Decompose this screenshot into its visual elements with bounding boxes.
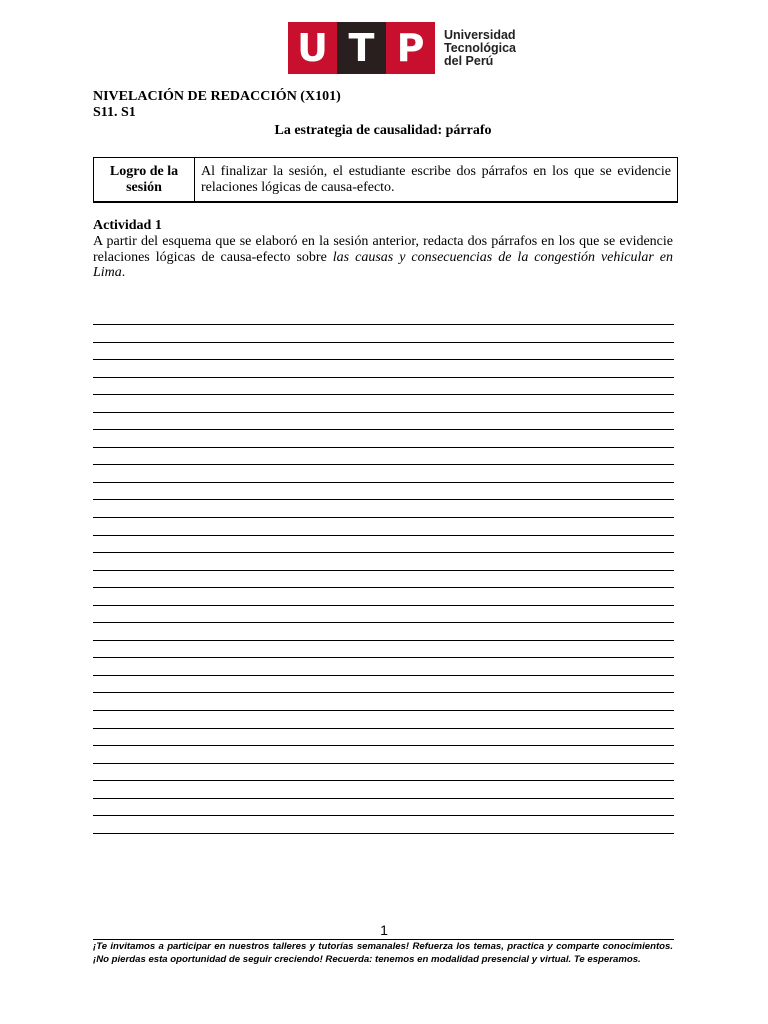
logo-letter-blocks <box>288 22 435 74</box>
writing-line <box>93 622 674 640</box>
session-code: S11. S1 <box>93 105 136 120</box>
writing-line <box>93 798 674 816</box>
footer-note: ¡Te invitamos a participar en nuestros talleres y tutorías semanales! Refuerza los temas, practica y comparte conocimientos. ¡No pierdas esta oportunidad de seguir creciendo! Recuerda: tenemos en modalidad presencial y virtual. Te esperamos. <box>93 941 673 965</box>
logro-table <box>93 157 678 203</box>
logro-label: Logro de la sesión <box>94 158 195 203</box>
writing-line <box>93 815 674 833</box>
page-number: 1 <box>380 922 388 938</box>
writing-line <box>93 359 674 377</box>
writing-line <box>93 745 674 763</box>
writing-lines <box>93 324 674 850</box>
activity-text-after: . <box>121 265 126 280</box>
writing-line <box>93 394 674 412</box>
writing-line <box>93 640 674 658</box>
writing-line <box>93 692 674 710</box>
writing-line <box>93 342 674 360</box>
course-title: NIVELACIÓN DE REDACCIÓN (X101) <box>93 89 341 104</box>
writing-line <box>93 429 674 447</box>
writing-line <box>93 605 674 623</box>
utp-logo <box>288 22 516 74</box>
writing-line <box>93 447 674 465</box>
logo-name-line-1: Universidad <box>444 27 516 42</box>
logo-letter-t: T <box>337 22 386 74</box>
writing-line <box>93 482 674 500</box>
writing-line <box>93 570 674 588</box>
writing-line <box>93 780 674 798</box>
writing-line <box>93 499 674 517</box>
writing-line <box>93 675 674 693</box>
logo-letter-p: P <box>386 22 435 74</box>
activity-text-before: A partir del esquema que se elaboró en la sesión anterior, redacta dos párrafos en los que se evidencie relaciones lógicas de causa-efecto sobre <box>93 234 673 265</box>
logo-university-name <box>444 29 516 68</box>
writing-line <box>93 552 674 570</box>
logo-name-line-2: Tecnológica <box>444 40 517 55</box>
logro-text: Al finalizar la sesión, el estudiante escribe dos párrafos en los que se evidencie relaciones lógicas de causa-efecto. <box>195 158 678 203</box>
writing-line <box>93 535 674 553</box>
page-title: La estrategia de causalidad: párrafo <box>274 123 492 138</box>
writing-line <box>93 833 674 851</box>
writing-line <box>93 412 674 430</box>
writing-line <box>93 377 674 395</box>
logro-row <box>94 158 678 203</box>
writing-line <box>93 657 674 675</box>
logo-name-line-3: del Perú <box>444 53 494 68</box>
writing-line <box>93 728 674 746</box>
writing-line <box>93 763 674 781</box>
activity-title: Actividad 1 <box>93 218 162 233</box>
writing-line <box>93 587 674 605</box>
logo-letter-u: U <box>288 22 337 74</box>
writing-line <box>93 517 674 535</box>
writing-line <box>93 464 674 482</box>
activity-text-topic: las causas y consecuencias de la congestión vehicular en Lima <box>93 249 674 280</box>
activity-instructions <box>93 234 673 281</box>
writing-line <box>93 324 674 342</box>
writing-line <box>93 710 674 728</box>
